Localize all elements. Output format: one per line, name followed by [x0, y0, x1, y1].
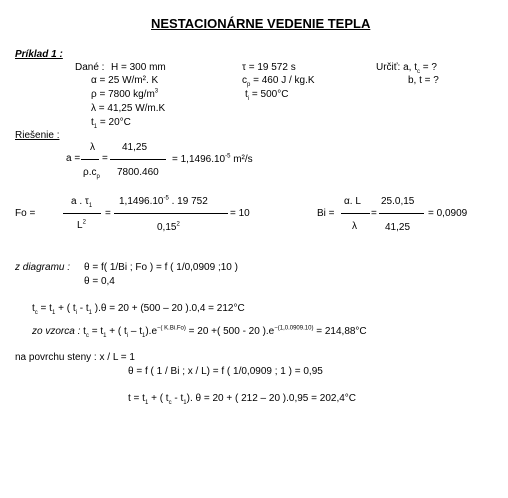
eq-a-num1: λ: [90, 142, 95, 153]
eq-bi-lhs: Bi =: [317, 208, 335, 219]
eq-fo-den2: 0,15$^2$: [157, 221, 180, 233]
given-rho: ρ = 7800 $kg/m^3$: [91, 88, 159, 100]
solution-label: Riešenie :: [15, 130, 60, 141]
eq-a-den2: 7800.460: [117, 167, 159, 178]
given-label: Dané :: [75, 62, 105, 73]
example-label: Príklad 1 :: [15, 49, 63, 60]
given-H: H = 300 mm: [111, 62, 166, 73]
given-lambda: λ = 41,25 W/m.K: [91, 103, 166, 114]
tc-diagram: $t_c = t_1$ + ( $t_i - t_1$ ).θ = 20 + (500 – 20 ).0,4 = 212°C: [32, 303, 245, 316]
surface-line2: $t = t_1$ + ( $t_c - t_1$). θ = 20 + ( 212 – 20 ).0,95 = 202,4°C: [128, 393, 356, 406]
diagram-label: z diagramu :: [15, 262, 71, 273]
eq-a-fraction-bar-1: [81, 159, 99, 160]
given-cp: $c_p = 460$ J / kg.K: [242, 75, 315, 88]
eq-fo-den1: $L^2$: [77, 219, 86, 231]
eq-a-lhs: a =: [66, 153, 81, 164]
eq-bi-num2: 25.0,15: [381, 196, 415, 207]
eq-bi-den1: λ: [352, 221, 357, 232]
eq-fo-result: = 10: [230, 208, 250, 219]
tc-formula: zo vzorca : $t_c = t_1$ + ( $t_i - t_1).e^{-( K.Bi.Fo)} = 20$ +( 500 - 20 )$.e^{-(1,0.0909.10)} = 214,88^\circ C$: [32, 325, 367, 339]
page-title: NESTACIONÁRNE VEDENIE TEPLA: [151, 16, 371, 31]
diagram-line2: θ = 0,4: [84, 276, 115, 287]
eq-a-equals: =: [102, 153, 108, 164]
eq-a-result: = $1,1496.10^{-5}$ m²/s: [172, 153, 253, 165]
surface-line1: θ = f ( 1 / Bi ; x / L) = f ( 1/0,0909 ; 1 ) = 0,95: [128, 366, 323, 377]
surface-label: na povrchu steny : x / L = 1: [15, 352, 135, 363]
eq-bi-num1: α. L: [344, 196, 361, 207]
eq-bi-result: = 0,0909: [428, 208, 468, 219]
given-alpha: α = 25 W/m². K: [91, 75, 159, 86]
given-tau: τ = 19 572 s: [242, 62, 296, 73]
eq-fo-equals: =: [105, 208, 111, 219]
given-t1: $t_1 = 20^\circ C$: [91, 117, 131, 130]
eq-fo-fraction-bar-1: [63, 213, 101, 214]
eq-fo-num2: $1,1496.10^{-5}$ . 19 752: [119, 195, 208, 207]
eq-bi-equals: =: [371, 208, 377, 219]
eq-fo-lhs: Fo =: [15, 208, 36, 219]
eq-bi-fraction-bar-2: [379, 213, 424, 214]
eq-a-num2: 41,25: [122, 142, 148, 153]
eq-bi-fraction-bar-1: [341, 213, 370, 214]
eq-a-fraction-bar-2: [110, 159, 166, 160]
find-label: Určiť: a, $t_c$ = ?: [376, 62, 437, 75]
eq-a-den1: $\rho.c_p$: [83, 167, 100, 180]
eq-fo-fraction-bar-2: [114, 213, 228, 214]
given-ti: $t_i = 500^\circ C$: [245, 89, 289, 102]
find-line2: b, t = ?: [408, 75, 439, 86]
eq-fo-num1: a . $\tau_1$: [71, 196, 93, 209]
eq-bi-den2: 41,25: [385, 222, 411, 233]
diagram-line1: θ = f( 1/Bi ; Fo ) = f ( 1/0,0909 ;10 ): [84, 262, 238, 273]
